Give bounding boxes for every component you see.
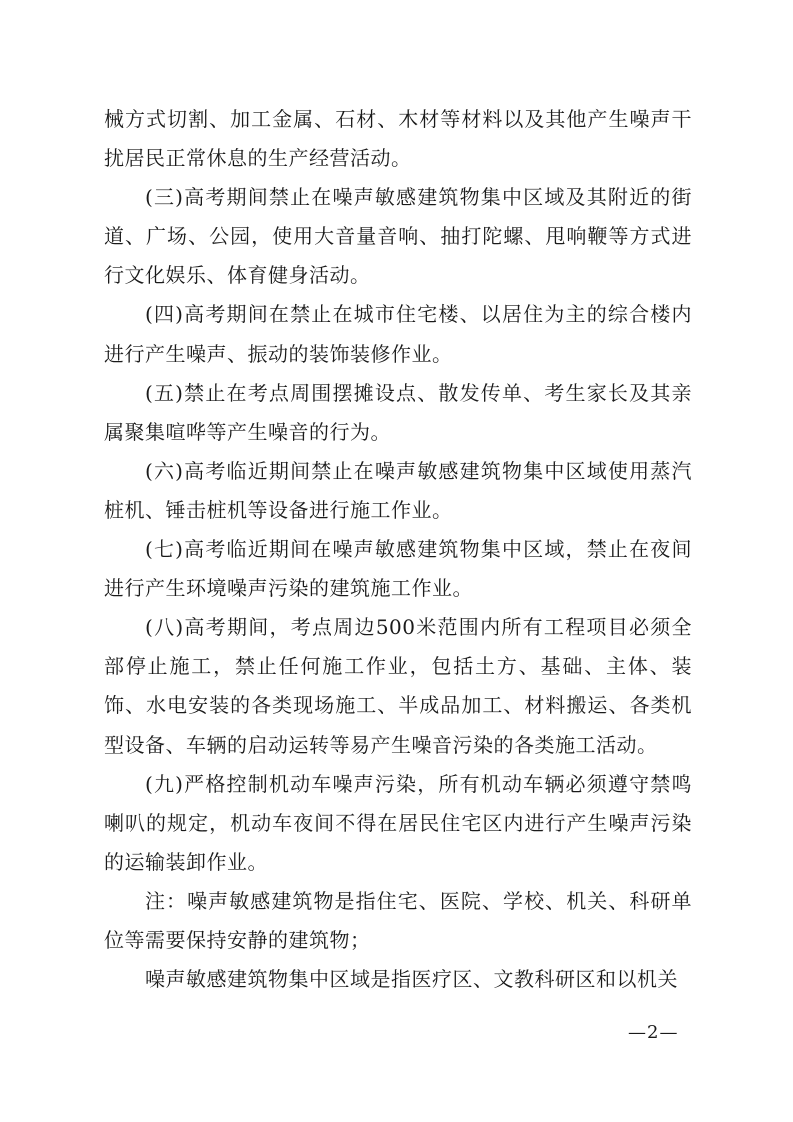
paragraph-item-3: (三)高考期间禁止在噪声敏感建筑物集中区域及其附近的街道、广场、公园，使用大音量音响、抽打陀螺、甩响鞭等方式进行文化娱乐、体育健身活动。 [104, 185, 692, 288]
paragraph-continuation: 械方式切割、加工金属、石材、木材等材料以及其他产生噪声干扰居民正常休息的生产经营活动。 [104, 107, 692, 171]
paragraph-item-6: (六)高考临近期间禁止在噪声敏感建筑物集中区域使用蒸汽桩机、锤击桩机等设备进行施工作业。 [104, 458, 692, 522]
paragraph-item-8: (八)高考期间，考点周边500米范围内所有工程项目必须全部停止施工，禁止任何施工作业，包括土方、基础、主体、装饰、水电安装的各类现场施工、半成品加工、材料搬运、各类机型设备、车辆的启动运转等易产生噪音污染的各类施工活动。 [104, 615, 692, 757]
paragraph-item-4: (四)高考期间在禁止在城市住宅楼、以居住为主的综合楼内进行产生噪声、振动的装饰装修作业。 [104, 302, 692, 366]
paragraph-definition: 噪声敏感建筑物集中区域是指医疗区、文教科研区和以机关 [145, 967, 678, 992]
page-number: —2— [628, 1022, 679, 1043]
paragraph-item-7: (七)高考临近期间在噪声敏感建筑物集中区域，禁止在夜间进行产生环境噪声污染的建筑施工作业。 [104, 537, 692, 601]
paragraph-item-9: (九)严格控制机动车噪声污染，所有机动车辆必须遵守禁鸣喇叭的规定，机动车夜间不得在居民住宅区内进行产生噪声污染的运输装卸作业。 [104, 771, 692, 874]
paragraph-item-5: (五)禁止在考点周围摆摊设点、散发传单、考生家长及其亲属聚集喧哗等产生噪音的行为。 [104, 380, 692, 444]
body-text [104, 100, 692, 999]
paragraph-note: 注：噪声敏感建筑物是指住宅、医院、学校、机关、科研单位等需要保持安静的建筑物； [104, 888, 692, 952]
